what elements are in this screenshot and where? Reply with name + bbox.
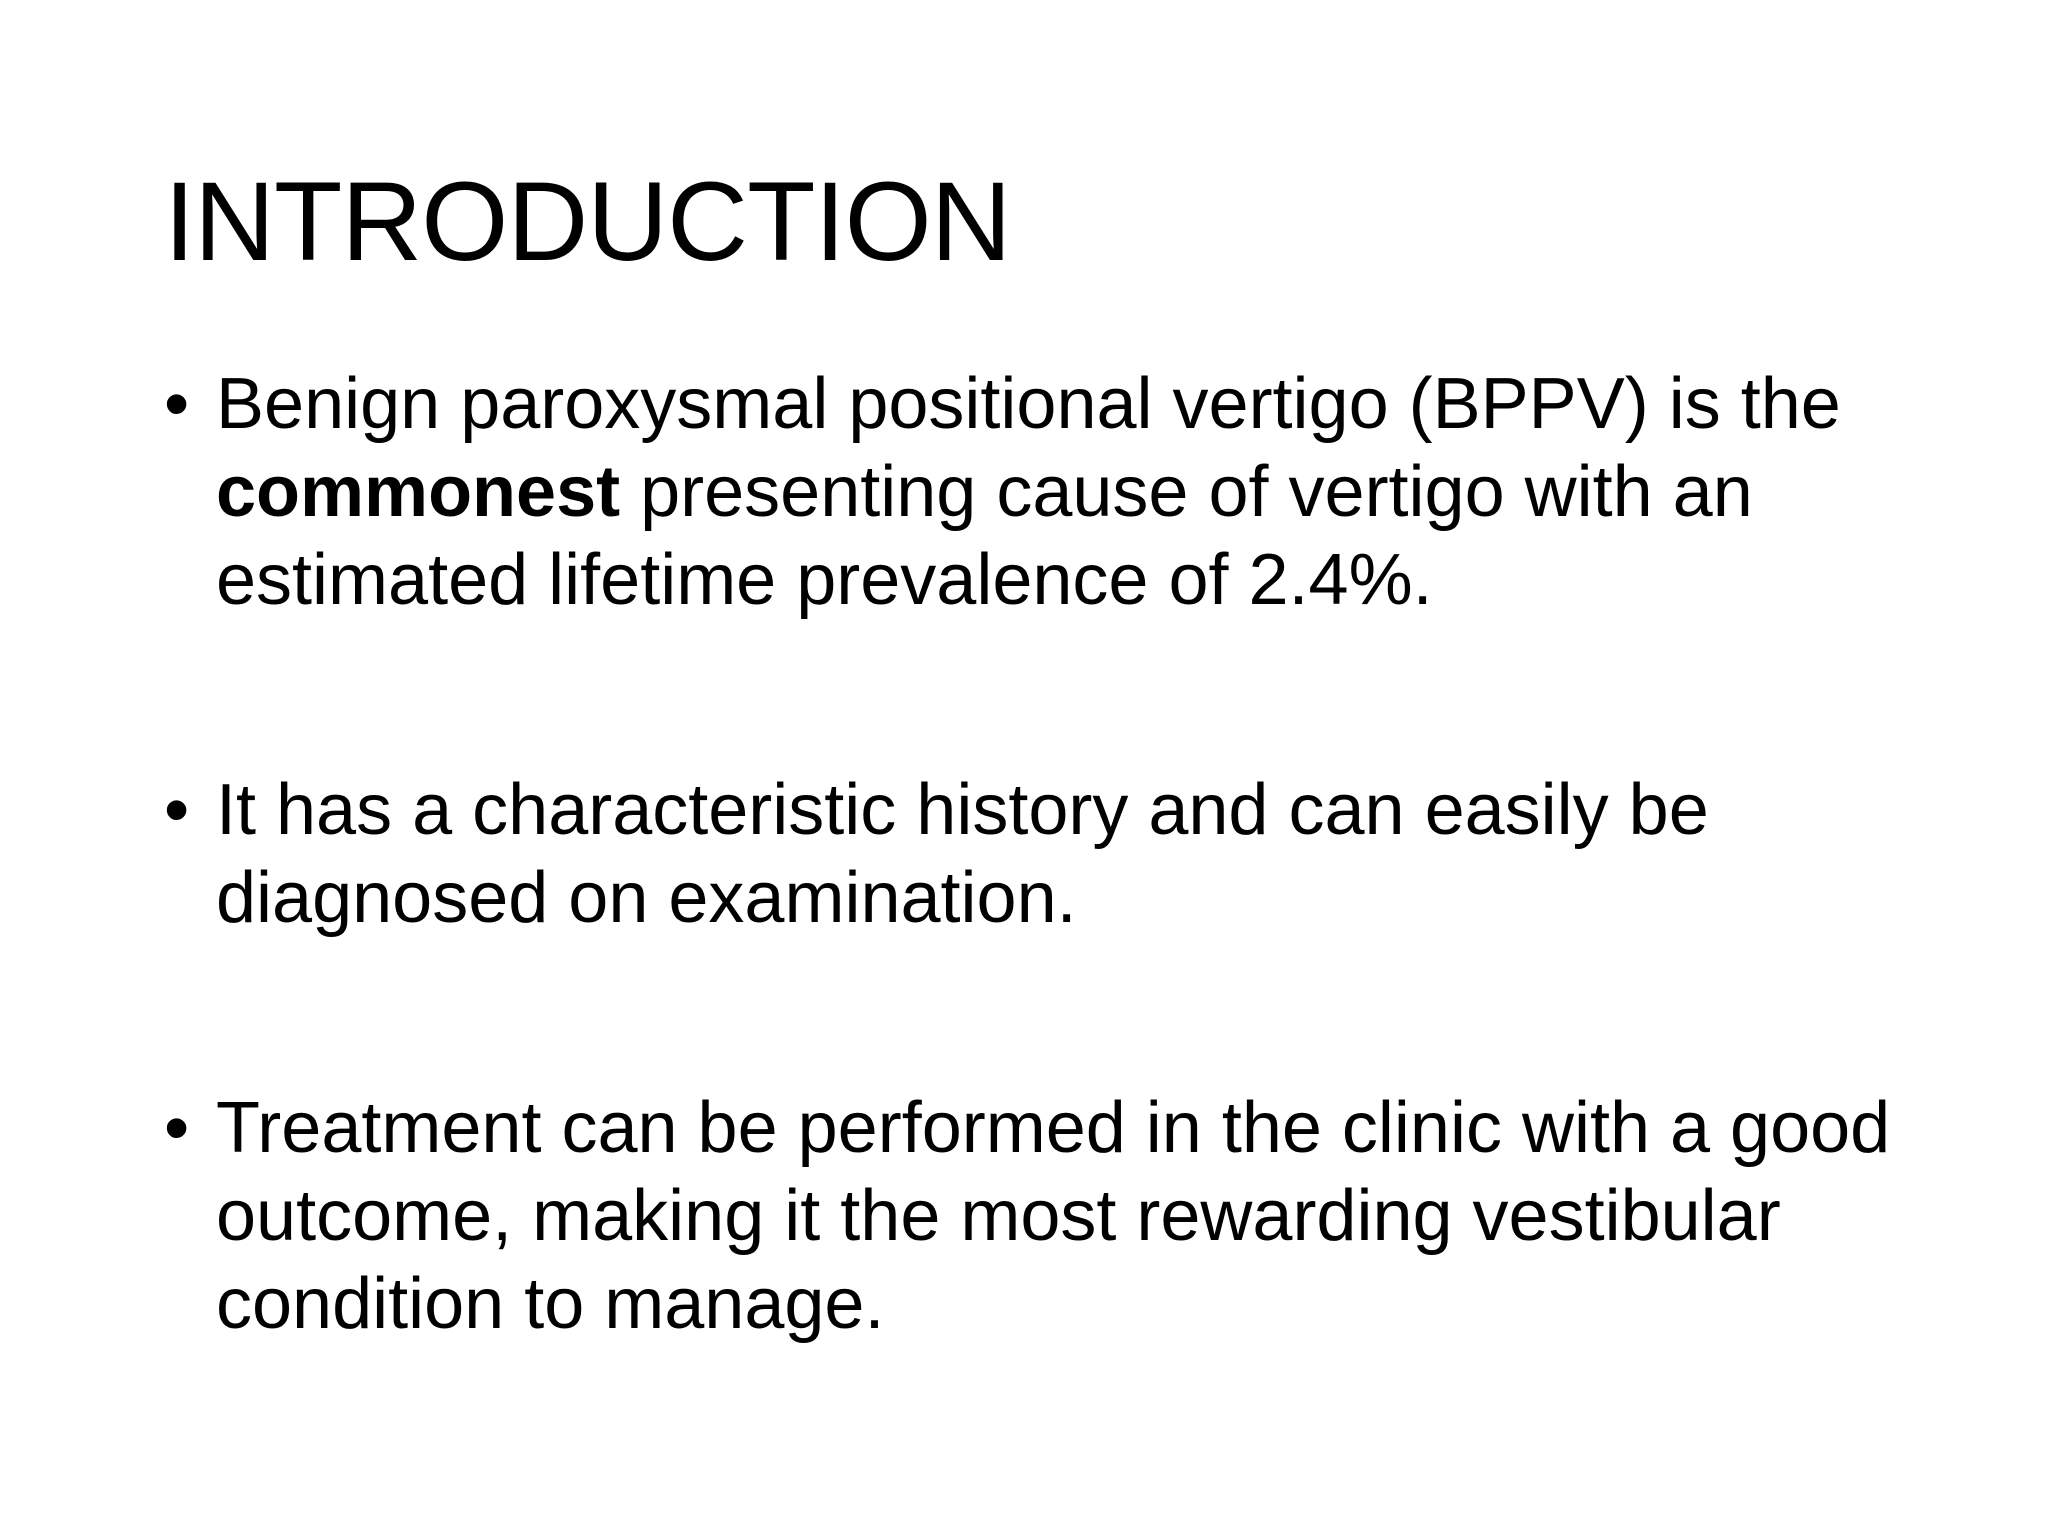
bullet-list	[164, 360, 1924, 1348]
bullet-1-bold-text: commonest	[216, 452, 621, 532]
bullet-icon: •	[164, 364, 190, 444]
slide-title: INTRODUCTION	[164, 159, 1011, 284]
bullet-item-3	[164, 1084, 1924, 1348]
bullet-icon: •	[164, 770, 190, 850]
bullet-1-text-before: Benign paroxysmal positional vertigo (BPPV) is the	[216, 364, 1841, 444]
bullet-icon: •	[164, 1088, 190, 1168]
bullet-item-2	[164, 766, 1924, 942]
bullet-3-text: Treatment can be performed in the clinic with a good outcome, making it the most rewarding vestibular condition to manage.	[216, 1088, 1891, 1344]
bullet-item-1	[164, 360, 1924, 624]
bullet-1-text-after: presenting cause of vertigo with an estimated lifetime prevalence of 2.4%.	[216, 452, 1753, 620]
bullet-2-text: It has a characteristic history and can easily be diagnosed on examination.	[216, 770, 1709, 938]
